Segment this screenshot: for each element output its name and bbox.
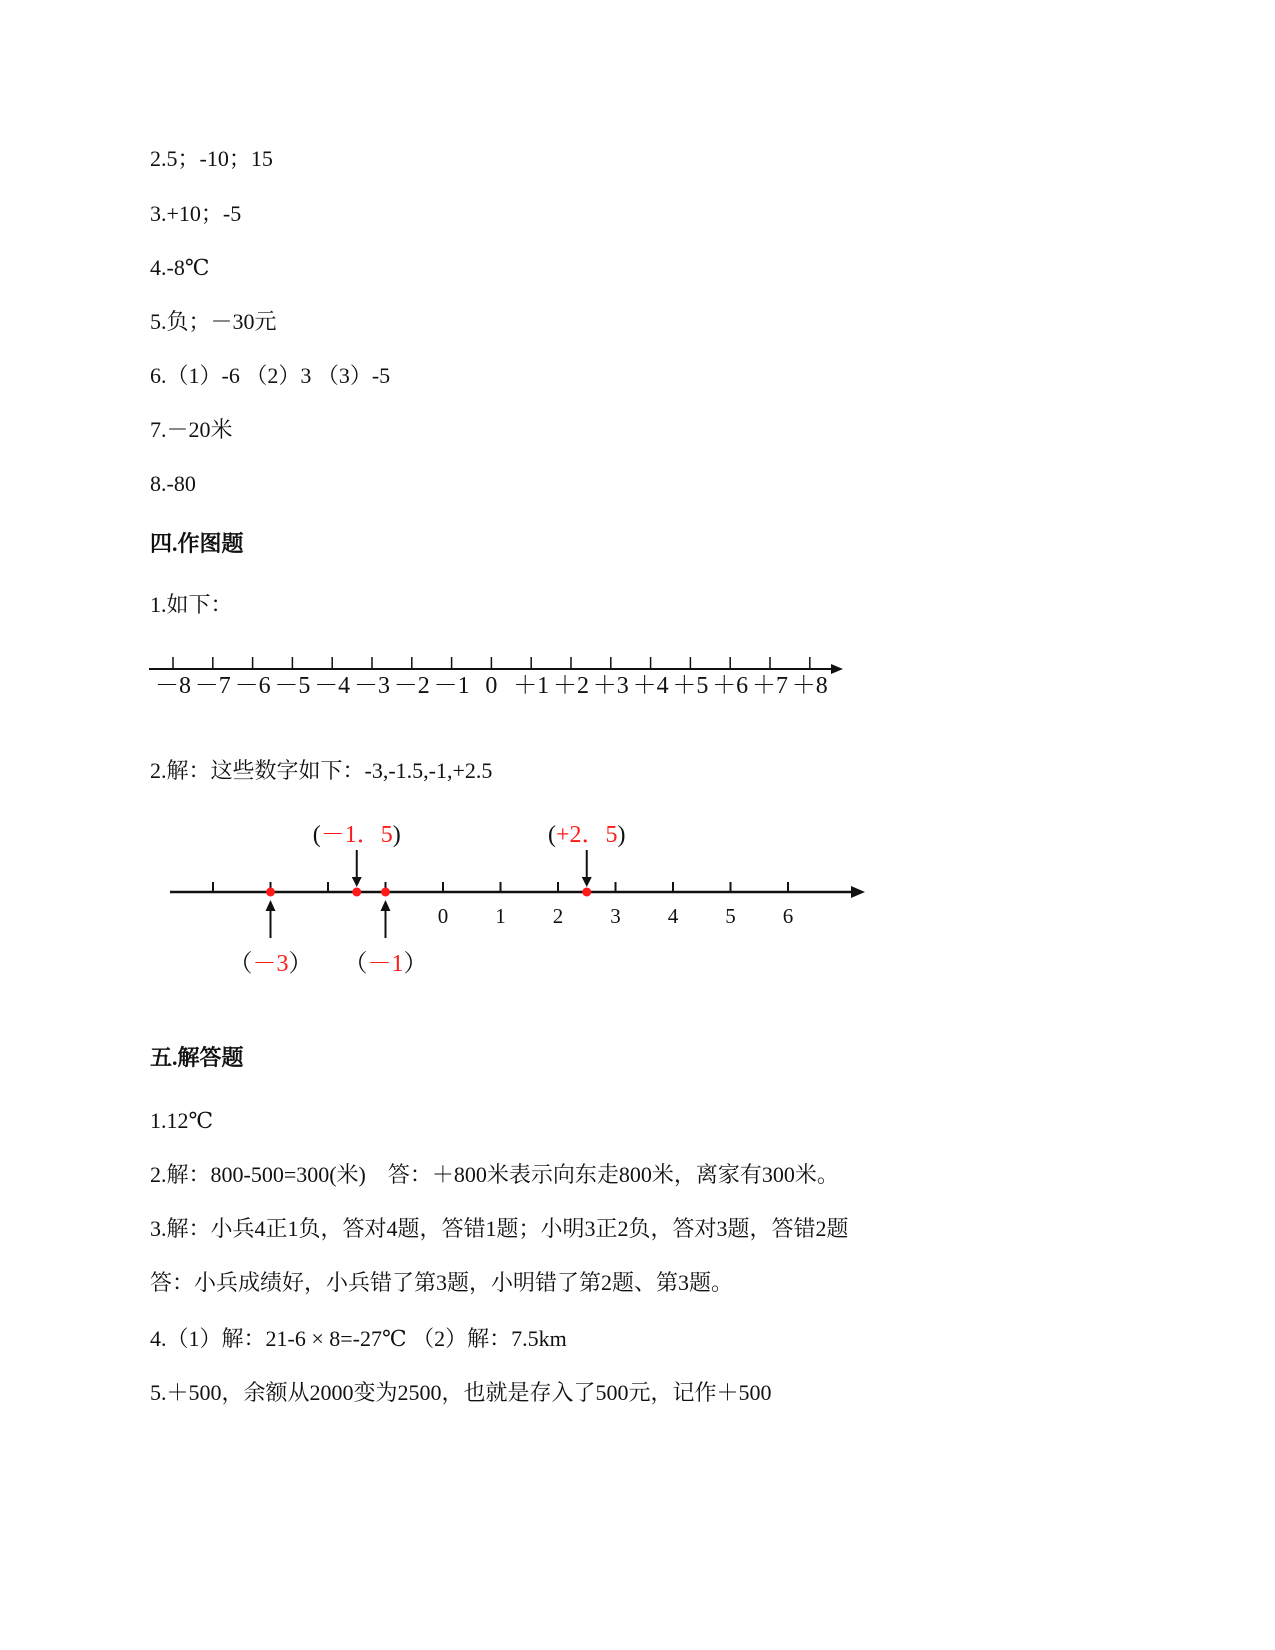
answer-line: 2.解：800-500=300(米) 答：＋800米表示向东走800米，离家有300米。 — [150, 1162, 839, 1187]
tick-label: ＋7 — [752, 673, 788, 699]
tick-label: －3 — [354, 673, 390, 699]
tick-label: 6 — [782, 904, 794, 928]
tick-label: －7 — [194, 673, 231, 699]
question-line: 2.解：这些数字如下：-3,-1.5,-1,+2.5 — [150, 758, 493, 783]
arrow-head — [381, 900, 391, 911]
tick-label: －6 — [234, 673, 271, 699]
tick-label: ＋6 — [712, 673, 749, 699]
answer-line: 4.（1）解：21-6 × 8=-27℃ （2）解：7.5km — [150, 1326, 567, 1351]
marked-point — [352, 888, 361, 897]
answer-line: 5.负；－30元 — [150, 309, 277, 334]
answer-line: 1.12℃ — [150, 1108, 214, 1133]
marked-point — [381, 888, 390, 897]
answer-line: 4.-8℃ — [150, 255, 210, 280]
answer-line: 8.-80 — [150, 471, 196, 496]
answer-line: 2.5；-10；15 — [150, 146, 273, 171]
tick-label: ＋4 — [632, 673, 669, 699]
tick-label: 4 — [667, 904, 679, 928]
point-label: (－1．5) — [312, 822, 401, 848]
tick-label: 3 — [610, 904, 621, 928]
answer-line: 3.解：小兵4正1负，答对4题，答错1题；小明3正2负，答对3题，答错2题 — [150, 1216, 849, 1241]
point-label: (+2．5) — [547, 822, 626, 848]
point-label: （－1） — [343, 951, 428, 977]
arrow-head — [266, 900, 276, 911]
tick-label: ＋2 — [553, 673, 589, 699]
answer-line: 3.+10；-5 — [150, 201, 242, 226]
number-line-figure-2 — [165, 815, 885, 995]
tick-label: －5 — [274, 673, 311, 699]
arrow-head — [352, 877, 362, 887]
tick-label: －2 — [393, 673, 430, 699]
tick-label: ＋8 — [791, 673, 828, 699]
tick-label: 2 — [552, 904, 564, 928]
marked-point — [582, 888, 591, 897]
tick-label: ＋1 — [513, 673, 550, 699]
section-heading: 四.作图题 — [150, 531, 244, 556]
tick-label: －4 — [314, 673, 351, 699]
tick-label: 0 — [437, 904, 449, 928]
tick-label: －8 — [155, 673, 191, 699]
answer-line: 7.－20米 — [150, 417, 233, 442]
tick-label: 1 — [495, 904, 506, 928]
tick-label: ＋3 — [592, 673, 629, 699]
question-line: 1.如下： — [150, 592, 233, 617]
arrow-head — [851, 886, 865, 898]
answer-line: 5.＋500，余额从2000变为2500，也就是存入了500元，记作＋500 — [150, 1380, 772, 1405]
tick-label: 5 — [725, 904, 736, 928]
number-line-figure-1 — [145, 655, 865, 705]
answer-line: 6.（1）-6 （2）3 （3）-5 — [150, 363, 391, 388]
arrow-head — [582, 877, 592, 887]
point-label: （－3） — [228, 951, 313, 977]
tick-label: ＋5 — [672, 673, 709, 699]
tick-label: 0 — [485, 673, 498, 699]
tick-label: －1 — [433, 673, 470, 699]
arrow-head — [831, 664, 843, 674]
answer-line: 答：小兵成绩好，小兵错了第3题，小明错了第2题、第3题。 — [150, 1270, 734, 1295]
section-heading: 五.解答题 — [150, 1045, 244, 1070]
marked-point — [266, 888, 275, 897]
